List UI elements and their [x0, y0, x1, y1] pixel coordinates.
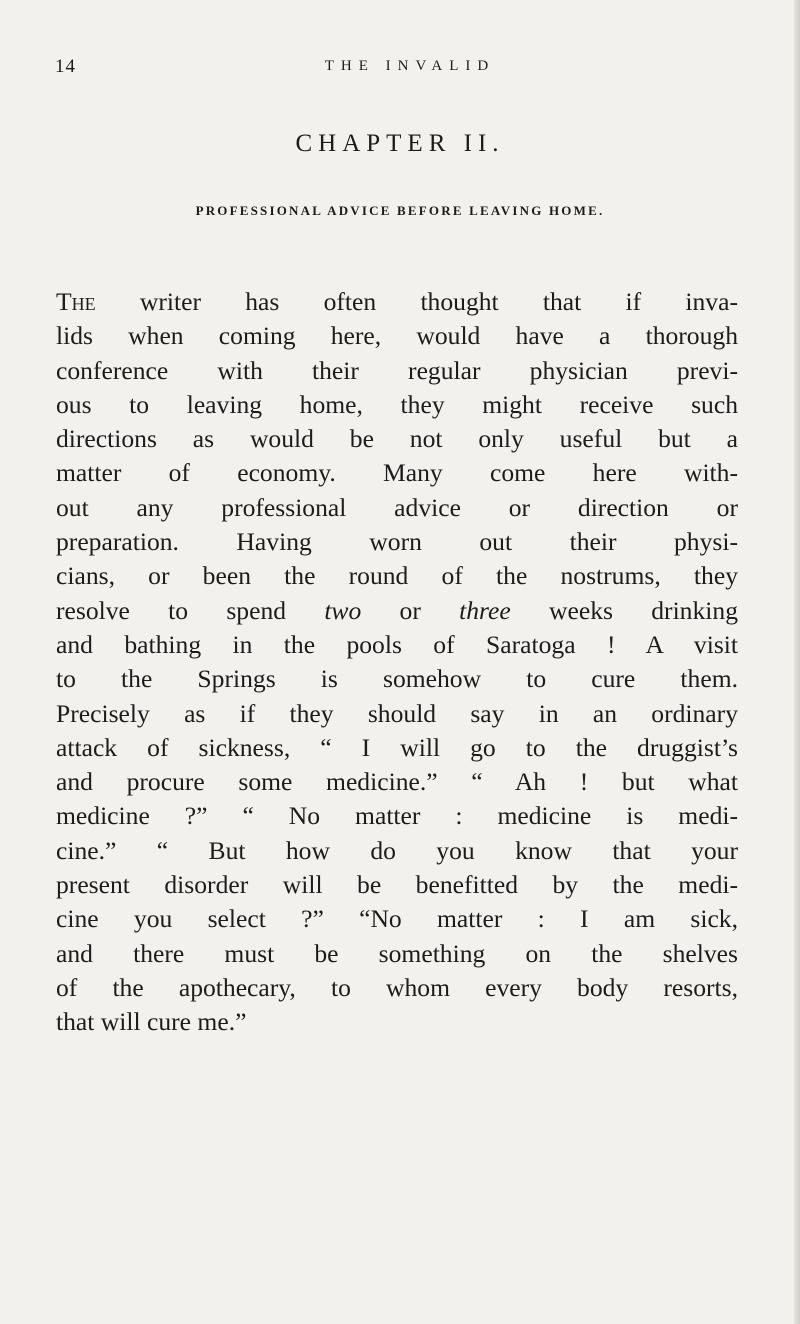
text-line: conference with their regular physician previ-	[56, 355, 738, 385]
text-line: Precisely as if they should say in an ordinary	[56, 698, 738, 728]
opening-word: The	[56, 287, 96, 316]
text-line: resolve to spend two or three weeks drinking	[56, 595, 738, 625]
chapter-title: CHAPTER II.	[295, 130, 505, 157]
text-line: directions as would be not only useful but a	[56, 424, 738, 454]
text-line: ous to leaving home, they might receive such	[56, 389, 738, 419]
text-line: of the apothecary, to whom every body resorts,	[56, 972, 738, 1002]
text-line: and bathing in the pools of Saratoga ! A visit	[56, 629, 738, 659]
text-line: that will cure me.”	[56, 1007, 247, 1037]
text-line: The writer has often thought that if inva-	[56, 287, 738, 316]
body-text	[56, 285, 738, 1040]
emphasis-two: two	[324, 595, 362, 625]
text-line: preparation. Having worn out their physi-	[56, 527, 738, 557]
chapter-subtitle: PROFESSIONAL ADVICE BEFORE LEAVING HOME.	[195, 203, 605, 218]
text-line: cians, or been the round of the nostrums, they	[56, 561, 738, 591]
page-edge	[794, 0, 800, 1324]
text-line: out any professional advice or direction or	[56, 492, 738, 522]
page-number: 14	[55, 56, 76, 77]
text-line: and procure some medicine.” “ Ah ! but what	[56, 767, 738, 797]
text-line: cine you select ?” “No matter : I am sick,	[56, 904, 738, 934]
text-line: lids when coming here, would have a thorough	[56, 321, 738, 351]
text-line: cine.” “ But how do you know that your	[56, 835, 738, 865]
text-line: medicine ?” “ No matter : medicine is medi-	[56, 801, 738, 831]
running-head: THE INVALID	[324, 58, 496, 74]
emphasis-three: three	[459, 595, 511, 625]
text-line: and there must be something on the shelves	[56, 938, 738, 968]
text-line: matter of economy. Many come here with-	[56, 458, 738, 488]
text-line: present disorder will be benefitted by the medi-	[56, 870, 738, 900]
text-line: attack of sickness, “ I will go to the druggist’s	[56, 732, 738, 762]
text-line: to the Springs is somehow to cure them.	[56, 664, 738, 694]
